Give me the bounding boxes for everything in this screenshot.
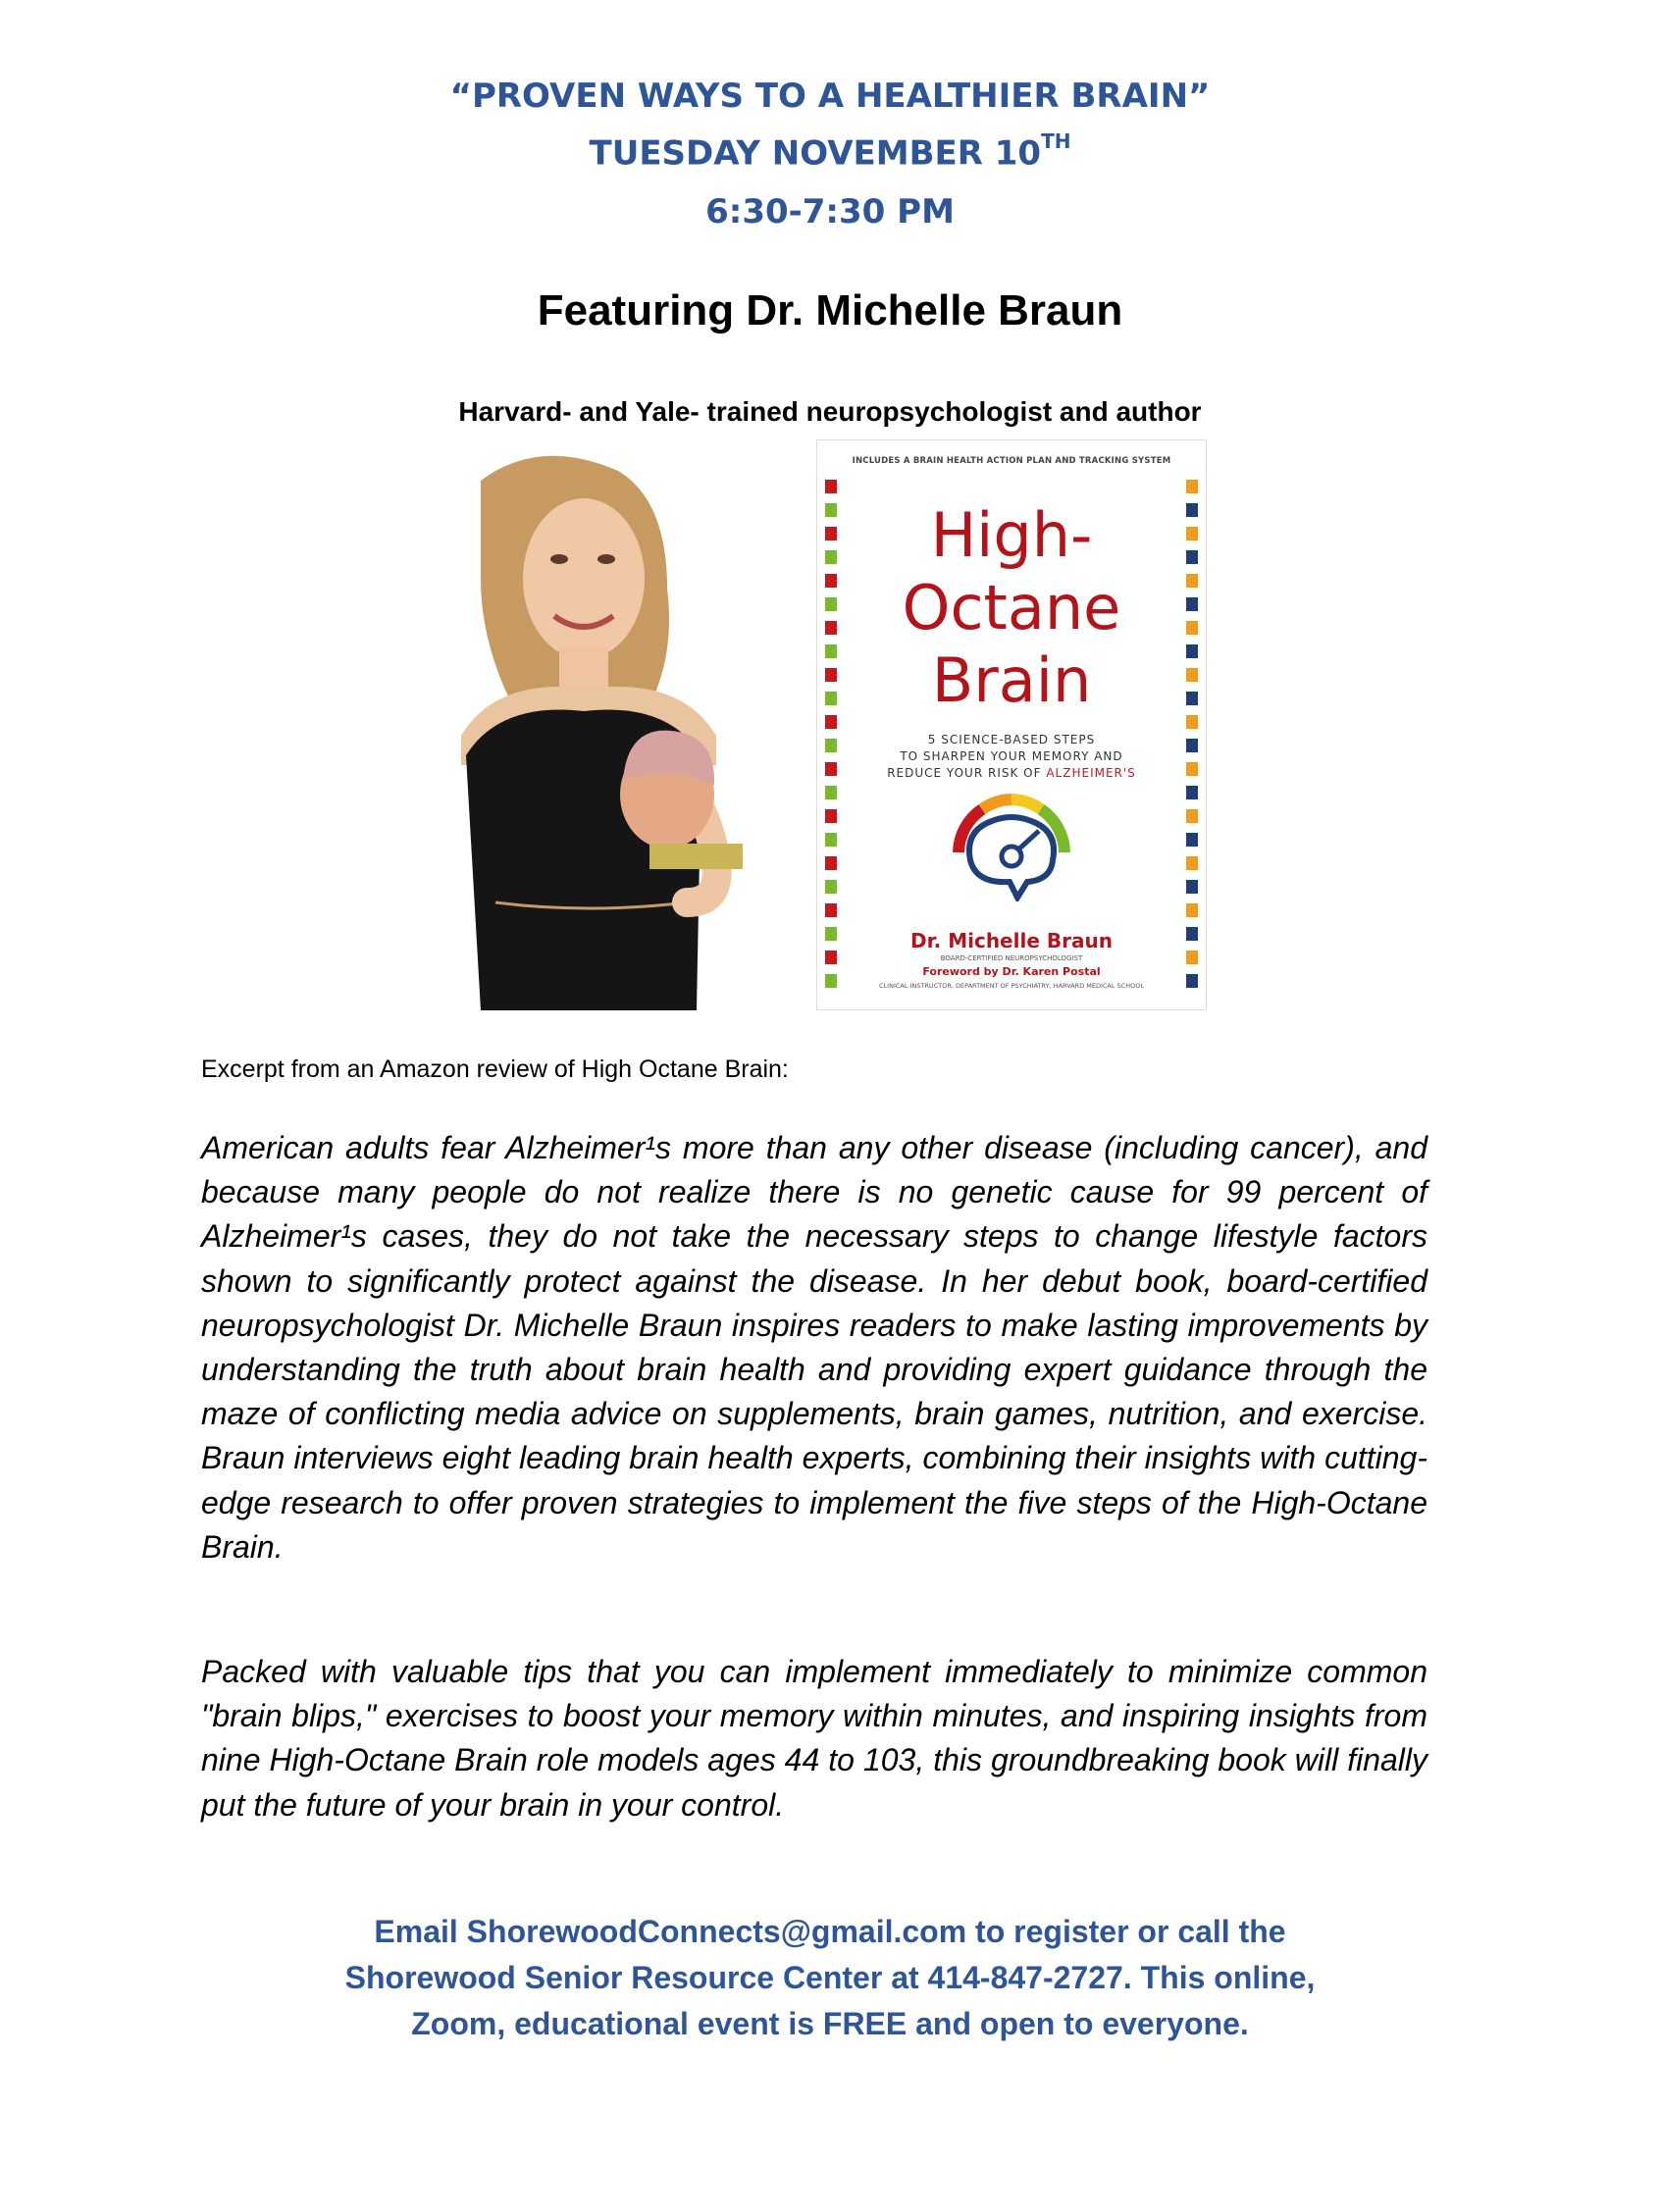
brain-gauge-icon (941, 792, 1082, 901)
cover-border-square (825, 786, 837, 799)
event-title: “PROVEN WAYS TO A HEALTHIER BRAIN” (449, 77, 1211, 116)
book-foreword-credential: CLINICAL INSTRUCTOR, DEPARTMENT OF PSYCHIATRY, HARVARD MEDICAL SCHOOL (879, 982, 1144, 990)
registration-info (0, 1909, 1660, 2047)
book-author-credential: BOARD-CERTIFIED NEUROPSYCHOLOGIST (940, 954, 1083, 962)
cover-border-square (825, 833, 837, 847)
cover-border-square (1186, 786, 1198, 799)
event-date (0, 129, 1660, 174)
cover-border-square (1186, 856, 1198, 870)
cover-border-square (1186, 880, 1198, 894)
book-subtitle-line2: TO SHARPEN YOUR MEMORY AND (900, 749, 1123, 763)
review-paragraph-2: Packed with valuable tips that you can implement immediately to minimize common "brain blips," exercises to boost your memory within minutes, and inspiring insights from nine High-Octane Brain role models ages 44 to 103, this groundbreaking book will finally put the future of your brain in your control. (201, 1654, 1427, 1823)
event-time: 6:30-7:30 PM (705, 192, 955, 231)
cover-border-square (1186, 480, 1198, 493)
registration-line-3: Zoom, educational event is FREE and open to everyone. (411, 2006, 1249, 2041)
cover-border-square (825, 715, 837, 729)
book-subtitle-line1: 5 SCIENCE-BASED STEPS (927, 733, 1096, 746)
book-subtitle-line3 (817, 766, 1206, 780)
book-author: Dr. Michelle Braun (910, 929, 1113, 952)
book-subtitle-line3-text: REDUCE YOUR RISK OF (887, 766, 1042, 780)
book-foreword: Foreword by Dr. Karen Postal (922, 965, 1101, 978)
event-date-suffix: TH (1041, 129, 1071, 153)
book-subtitle-highlight: ALZHEIMER'S (1046, 766, 1136, 780)
excerpt-intro: Excerpt from an Amazon review of High Octane Brain: (201, 1055, 789, 1083)
cover-border-square (825, 480, 837, 493)
book-title-line1: High- (930, 499, 1093, 571)
featuring-heading: Featuring Dr. Michelle Braun (537, 286, 1123, 334)
registration-line-2: Shorewood Senior Resource Center at 414-847-2727. This online, (344, 1960, 1316, 1995)
cover-border-square (1186, 715, 1198, 729)
review-paragraph-1: American adults fear Alzheimer¹s more than any other disease (including cancer), and because many people do not realize there is no genetic cause for 99 percent of Alzheimer¹s cases, they do not take the necessary steps to change lifestyle factors shown to significantly protect against the disease. In her debut book, board-certified neuropsychologist Dr. Michelle Braun inspires readers to make lasting improvements by understanding the truth about brain health and providing expert guidance through the maze of conflicting media advice on supplements, brain games, nutrition, and exercise. Braun interviews eight leading brain health experts, combining their insights with cutting-edge research to offer proven strategies to implement the five steps of the High-Octane Brain. (201, 1130, 1427, 1565)
book-cover-tagline: INCLUDES A BRAIN HEALTH ACTION PLAN AND TRACKING SYSTEM (852, 456, 1171, 466)
registration-line-1: Email ShorewoodConnects@gmail.com to register or call the (374, 1914, 1286, 1949)
cover-border-square (825, 856, 837, 870)
event-date-text: TUESDAY NOVEMBER 10 (589, 133, 1042, 174)
cover-border-square (825, 903, 837, 917)
cover-border-square (825, 880, 837, 894)
author-photo (422, 441, 795, 1010)
cover-border-square (1186, 833, 1198, 847)
cover-border-square (825, 809, 837, 823)
cover-border-square (1186, 809, 1198, 823)
book-title-line3: Brain (931, 644, 1092, 716)
cover-border-square (1186, 903, 1198, 917)
book-cover (816, 439, 1207, 1010)
speaker-credentials: Harvard- and Yale- trained neuropsychologist and author (458, 396, 1202, 427)
book-title-line2: Octane (902, 572, 1121, 643)
